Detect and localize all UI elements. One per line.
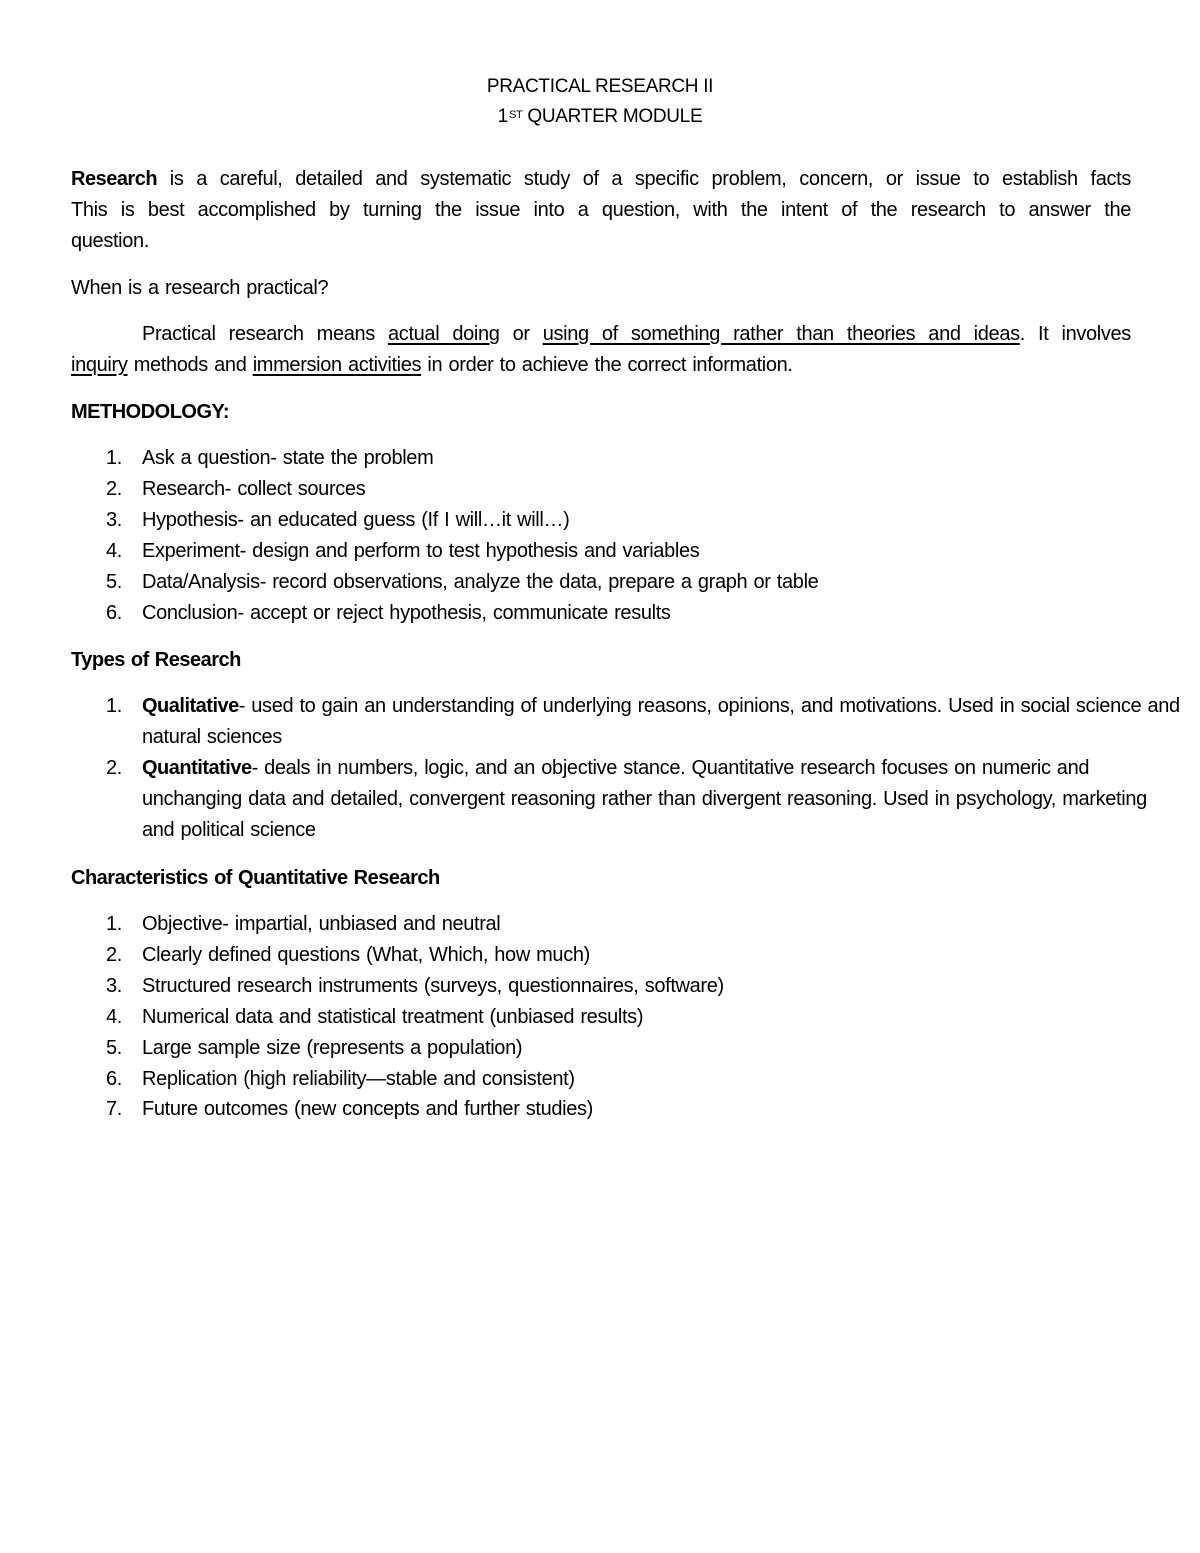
intro-line-2: This is best accomplished by turning the issue into a question, with the intent of the research to answer the [71, 199, 1131, 221]
list-item: 6. Conclusion- accept or reject hypothesis, communicate results [106, 601, 671, 624]
list-item: 2. Clearly defined questions (What, Which, how much) [106, 943, 590, 966]
subtitle-superscript: ST [508, 109, 523, 121]
characteristics-list [71, 909, 724, 1125]
subtitle-number: 1 [497, 106, 508, 127]
list-item: 7. Future outcomes (new concepts and further studies) [106, 1098, 593, 1121]
list-item: 2. Research- collect sources [106, 477, 366, 500]
type-term: Quantitative [142, 756, 252, 779]
document-subtitle [0, 105, 1200, 129]
intro-term: Research [71, 168, 158, 190]
characteristics-heading: Characteristics of Quantitative Research [71, 867, 440, 889]
list-item: 6. Replication (high reliability—stable and consistent) [106, 1067, 575, 1090]
underlined-inquiry: inquiry [71, 354, 128, 376]
list-item: 1. Qualitative- used to gain an understanding of underlying reasons, opinions, and motivations. Used in social science and natural sciences [106, 695, 1180, 748]
document-title: PRACTICAL RESEARCH II [486, 76, 714, 97]
intro-line-3: question. [71, 230, 150, 252]
list-item: 3. Hypothesis- an educated guess (If I will…it will…) [106, 508, 570, 531]
underlined-using-of-something: using of something rather than theories and ideas [542, 323, 1020, 345]
intro-line-1: Research is a careful, detailed and systematic study of a specific problem, concern, or issue to establish facts [71, 168, 1131, 190]
list-item: 5. Large sample size (represents a population) [106, 1036, 523, 1059]
list-item: 4. Experiment- design and perform to test hypothesis and variables [106, 539, 700, 562]
list-item: 2. Quantitative- deals in numbers, logic, and an objective stance. Quantitative research focuses on numeric and unchanging data and detailed, convergent reasoning rather than divergent reasoning. Used in psychology, marketing and political science [106, 756, 1147, 841]
list-item: 1. Objective- impartial, unbiased and neutral [106, 913, 501, 935]
methodology-list [71, 443, 818, 628]
list-item: 3. Structured research instruments (surveys, questionnaires, software) [106, 974, 724, 997]
practical-line-1: Practical research means actual doing or using of something rather than theories and ideas. It involves [142, 323, 1131, 345]
subtitle-text: QUARTER MODULE [527, 106, 703, 127]
types-heading: Types of Research [71, 649, 241, 671]
list-item: 1. Ask a question- state the problem [106, 447, 434, 469]
underlined-actual-doing: actual doing [388, 323, 500, 345]
methodology-heading: METHODOLOGY: [71, 401, 230, 423]
type-term: Qualitative [142, 695, 239, 717]
underlined-immersion-activities: immersion activities [252, 354, 422, 376]
practical-question: When is a research practical? [71, 277, 329, 299]
list-item: 4. Numerical data and statistical treatment (unbiased results) [106, 1005, 644, 1028]
list-item: 5. Data/Analysis- record observations, analyze the data, prepare a graph or table [106, 570, 819, 593]
types-list [71, 691, 1200, 846]
practical-line-2: inquiry methods and immersion activities in order to achieve the correct information. [71, 354, 793, 376]
